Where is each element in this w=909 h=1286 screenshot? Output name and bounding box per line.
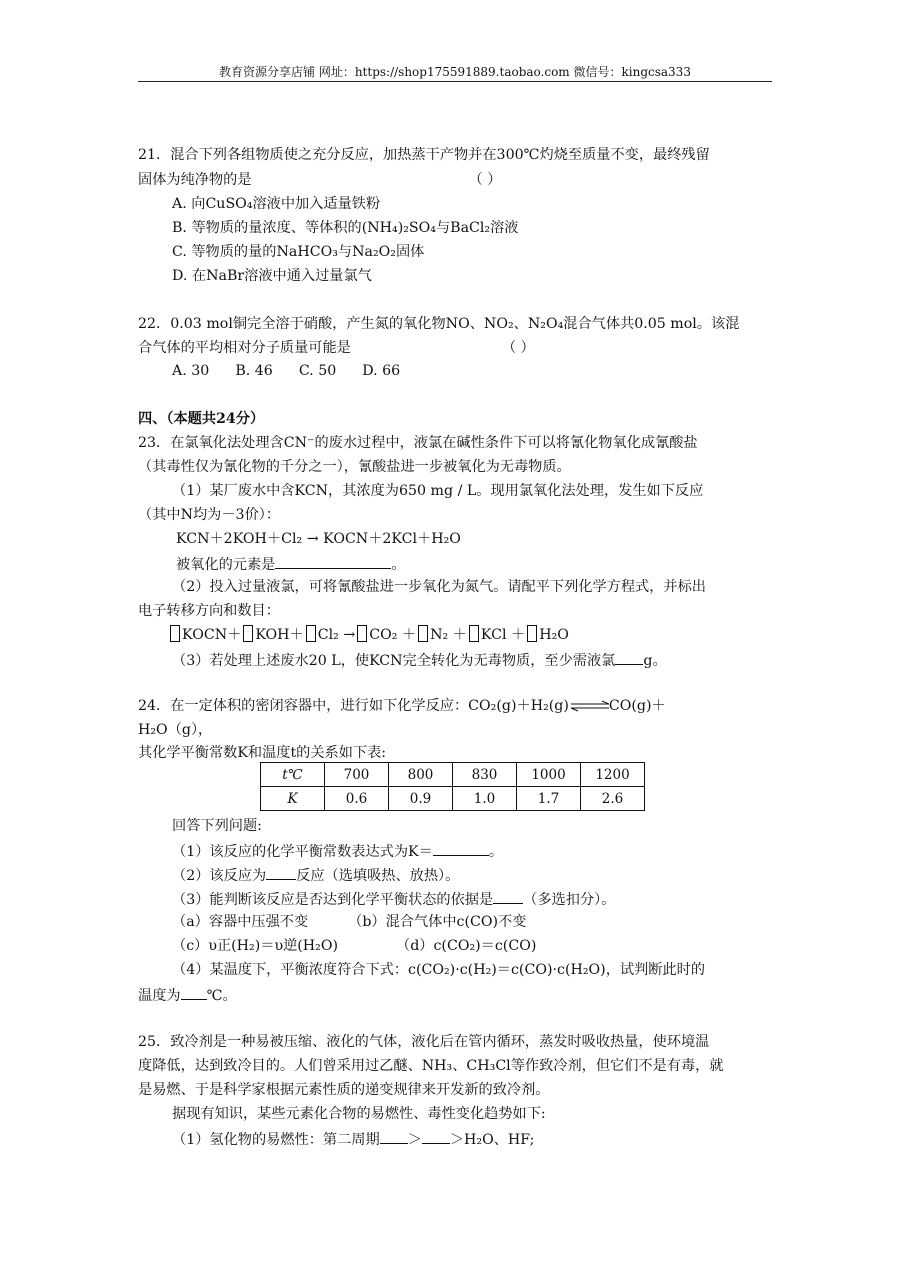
q24-sub3-text: （3）能判断该反应是否达到化学平衡状态的依据是 <box>172 892 494 908</box>
q24-products: CO(g)＋ <box>608 698 666 714</box>
q24-k-expression-blank[interactable] <box>433 841 489 856</box>
eq2-term: KCl ＋ <box>480 627 526 643</box>
page-header: 教育资源分享店铺 网址：https://shop175591889.taobao.com 微信号：kingcsa333 <box>219 65 691 79</box>
q24-options-row2 <box>172 937 536 955</box>
q23-oxidized-element-blank[interactable] <box>275 554 391 569</box>
q21-option-a: A. 向CuSO₄溶液中加入适量铁粉 <box>172 196 381 212</box>
table-row <box>261 763 645 787</box>
table-cell: K <box>261 787 325 811</box>
q24-sub2 <box>172 865 459 885</box>
q21-stem-line2 <box>138 171 501 189</box>
table-cell: 700 <box>325 763 389 787</box>
coef-box[interactable] <box>306 625 316 642</box>
q24-reaction-type-blank[interactable] <box>266 865 296 880</box>
table-cell: 0.6 <box>325 787 389 811</box>
q25-gt: ＞ <box>407 1132 422 1148</box>
q25-blank-1[interactable] <box>380 1129 408 1144</box>
q24-options-row1 <box>172 913 526 931</box>
coef-box[interactable] <box>418 625 428 642</box>
q21-option-c: C. 等物质的量的NaHCO₃与Na₂O₂固体 <box>172 244 425 260</box>
q21-stem-text: 固体为纯净物的是 <box>138 172 252 188</box>
table-cell: 1000 <box>517 763 581 787</box>
equilibrium-table <box>260 762 645 811</box>
q23-oxidized-element-line <box>176 554 406 574</box>
table-cell: 1.0 <box>453 787 517 811</box>
q21-option-d: D. 在NaBr溶液中通入过量氯气 <box>172 268 372 284</box>
eq2-term: Cl₂ → <box>317 627 356 643</box>
table-cell: t℃ <box>261 763 325 787</box>
q22-option-a: A. 30 <box>172 363 210 379</box>
q24-line1 <box>138 697 666 715</box>
table-cell: 830 <box>453 763 517 787</box>
q23-part3-line <box>172 650 667 670</box>
q22-stem-line2 <box>138 339 535 357</box>
q22-options <box>172 362 400 380</box>
coef-box[interactable] <box>243 625 253 642</box>
q25-sub1-end: ＞H₂O、HF; <box>449 1132 535 1148</box>
table-cell: 1.7 <box>517 787 581 811</box>
q25-sub1-text: （1）氢化物的易燃性：第二周期 <box>172 1132 380 1148</box>
table-cell: 0.9 <box>389 787 453 811</box>
q23-part1-note: （其中N均为－3价）： <box>138 507 281 523</box>
q24-sub1 <box>172 841 503 861</box>
q25-blank-2[interactable] <box>422 1129 450 1144</box>
eq2-term: H₂O <box>539 627 569 643</box>
q23-part1-line: （1）某厂废水中含KCN，其浓度为650 mg / L。现用氯氧化法处理，发生如下反应 <box>172 483 704 499</box>
q22-stem-line1: 22．0.03 mol铜完全溶于硝酸，产生氮的氧化物NO、NO₂、N₂O₄混合气体共0.05 mol。该混 <box>138 316 740 332</box>
table-cell: 800 <box>389 763 453 787</box>
q24-sub1-end: 。 <box>488 844 504 860</box>
q24-answer-prompt: 回答下列问题: <box>172 818 262 834</box>
q23-line1: 23．在氯氧化法处理含CN⁻的废水过程中，液氯在碱性条件下可以将氰化物氧化成氰酸盐 <box>138 435 698 451</box>
q22-answer-paren: （ ） <box>501 340 535 356</box>
q22-option-d: D. 66 <box>362 363 401 379</box>
coef-box[interactable] <box>170 625 180 642</box>
q25-line3: 是易燃、于是科学家根据元素性质的递变规律来开发新的致冷剂。 <box>138 1082 550 1098</box>
q24-sub3 <box>172 889 615 909</box>
q23-line2: （其毒性仅为氰化物的千分之一），氰酸盐进一步被氧化为无毒物质。 <box>138 459 571 475</box>
q23-period: 。 <box>391 557 406 573</box>
q24-reactants: 24．在一定体积的密闭容器中，进行如下化学反应：CO₂(g)＋H₂(g) <box>138 698 569 714</box>
q24-sub2-end: 反应（选填吸热、放热）。 <box>296 868 460 884</box>
q23-chlorine-blank[interactable] <box>615 650 643 665</box>
q25-line2: 度降低，达到致冷目的。人们曾采用过乙醚、NH₃、CH₃Cl等作致冷剂，但它们不是有毒，就 <box>138 1058 724 1074</box>
q23-equation1: KCN＋2KOH＋Cl₂ → KOCN＋2KCl＋H₂O <box>176 531 461 547</box>
q24-sub1-text: （1）该反应的化学平衡常数表达式为K＝ <box>172 844 433 860</box>
table-cell: 1200 <box>581 763 645 787</box>
table-row <box>261 787 645 811</box>
eq2-term: N₂ ＋ <box>430 627 467 643</box>
coef-box[interactable] <box>469 625 479 642</box>
q23-part3-text: （3）若处理上述废水20 L，使KCN完全转化为无毒物质，至少需液氯 <box>172 653 616 669</box>
eq2-term: KOCN＋ <box>182 627 242 643</box>
table-cell: 2.6 <box>581 787 645 811</box>
eq2-term: KOH＋ <box>255 627 304 643</box>
q23-equation2 <box>168 625 569 644</box>
q24-line2: H₂O（g）， <box>138 722 213 738</box>
section-title: 四、（本题共24分） <box>138 411 265 427</box>
equilibrium-arrow-icon <box>569 700 609 712</box>
q24-option-c: （c）υ正(H₂)＝υ逆(H₂O) <box>172 938 339 954</box>
q21-answer-paren: （ ） <box>468 172 502 188</box>
eq2-term: CO₂ ＋ <box>369 627 417 643</box>
q21-option-b: B. 等物质的量浓度、等体积的(NH₄)₂SO₄与BaCl₂溶液 <box>172 220 519 236</box>
q25-sub1 <box>172 1129 534 1149</box>
q25-line4: 据现有知识，某些元素化合物的易燃性、毒性变化趋势如下: <box>172 1106 546 1122</box>
q23-part2-line: （2）投入过量液氯，可将氰酸盐进一步氧化为氮气。请配平下列化学方程式，并标出 <box>172 579 706 595</box>
q24-sub3-end: （多选扣分）。 <box>523 892 616 908</box>
q25-line1: 25．致冷剂是一种易被压缩、液化的气体，液化后在管内循环，蒸发时吸收热量，使环境温 <box>138 1034 710 1050</box>
q21-stem-line1: 21．混合下列各组物质使之充分反应，加热蒸干产物并在300℃灼烧至质量不变，最终残留 <box>138 147 710 163</box>
q24-sub4: （4）某温度下，平衡浓度符合下式：c(CO₂)·c(H₂)＝c(CO)·c(H₂O)，试判断此时的 <box>172 962 706 978</box>
q24-sub4-line2 <box>138 985 237 1005</box>
header-rule <box>138 81 772 82</box>
q24-option-a: （a）容器中压强不变 <box>172 914 309 930</box>
q23-oxidized-element-label: 被氧化的元素是 <box>176 557 276 573</box>
q24-sub2-text: （2）该反应为 <box>172 868 267 884</box>
q23-unit: g。 <box>643 653 667 669</box>
q24-option-b: （b）混合气体中c(CO)不变 <box>348 914 527 930</box>
q23-part2-note: 电子转移方向和数目： <box>138 603 280 619</box>
q22-stem-text: 合气体的平均相对分子质量可能是 <box>138 340 351 356</box>
q24-line3: 其化学平衡常数K和温度t的关系如下表: <box>138 745 387 761</box>
q24-temp-unit: ℃。 <box>206 988 237 1004</box>
q24-option-d: （d）c(CO₂)＝c(CO) <box>396 938 537 954</box>
q24-criteria-blank[interactable] <box>493 889 523 904</box>
q24-temp-label: 温度为 <box>138 988 181 1004</box>
q22-option-b: B. 46 <box>235 363 273 379</box>
q24-temperature-blank[interactable] <box>181 985 207 1000</box>
coef-box[interactable] <box>357 625 367 642</box>
q22-option-c: C. 50 <box>298 363 337 379</box>
coef-box[interactable] <box>527 625 537 642</box>
